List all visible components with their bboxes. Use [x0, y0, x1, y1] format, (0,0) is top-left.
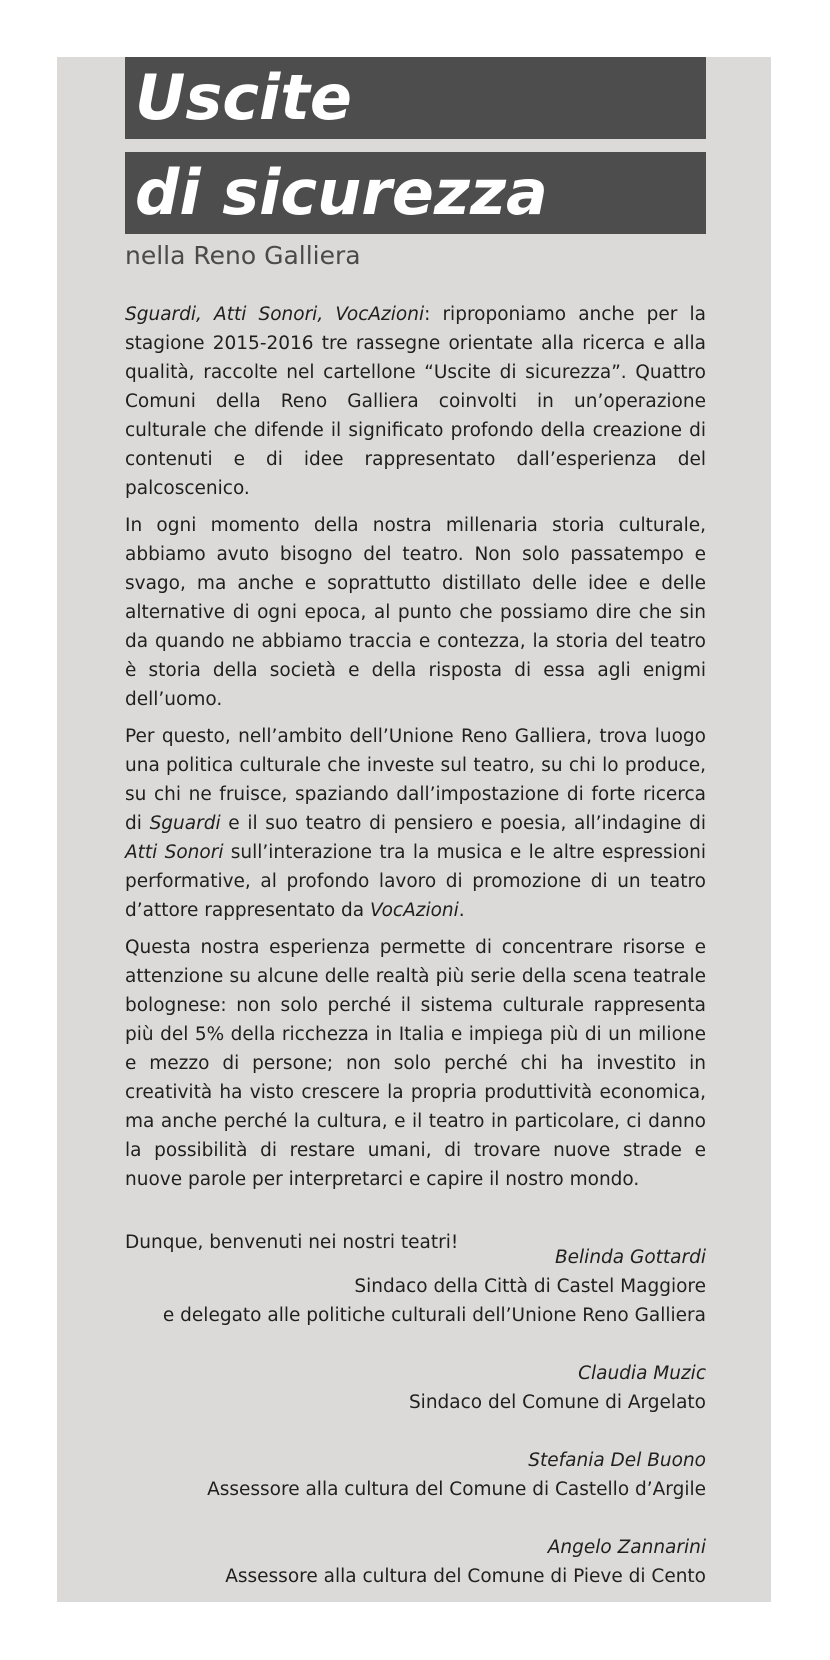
signature-name: Belinda Gottardi — [554, 1247, 706, 1268]
title-line-2: di sicurezza — [135, 156, 548, 229]
signature-role: Sindaco della Città di Castel Maggiore — [354, 1276, 706, 1297]
paragraph-3 — [125, 722, 706, 925]
paragraph-3-em-sguardi: Sguardi — [149, 813, 221, 834]
signature-muzic — [125, 1359, 706, 1417]
signatures-block — [125, 1243, 706, 1591]
paragraph-3-text-b: e il suo teatro di pensiero e poesia, all’indagine di — [220, 813, 706, 834]
paragraph-4: Questa nostra esperienza permette di concentrare risorse e attenzione su alcune delle realtà più serie della scena teatrale bolognese: non solo perché il sistema culturale rappresenta più del 5% della ricchezza in Italia e impiega più di un milione e mezzo di persone; non solo perché chi ha investito in creatività ha visto crescere la propria produttività economica, ma anche perché la cultura, e il teatro in particolare, ci danno la possibilità di restare umani, di trovare nuove strade e nuove parole per interpretarci e capire il nostro mondo. — [125, 937, 706, 1190]
signature-name: Claudia Muzic — [578, 1363, 706, 1384]
body-text — [125, 300, 706, 1265]
paragraph-2: In ogni momento della nostra millenaria storia culturale, abbiamo avuto bisogno del teatro. Non solo passatempo e svago, ma anche e soprattutto distillato delle idee e delle alternative di ogni epoca, al punto che possiamo dire che sin da quando ne abbiamo traccia e contezza, la storia del teatro è storia della società e della risposta di essa agli enigmi dell’uomo. — [125, 515, 706, 710]
signature-gottardi — [125, 1243, 706, 1330]
signature-role: Sindaco del Comune di Argelato — [408, 1392, 706, 1413]
paragraph-3-text-d: . — [458, 900, 465, 921]
title-line-1: Uscite — [135, 61, 352, 134]
paragraph-1-text: : riproponiamo anche per la stagione 2015-2016 tre rassegne orientate alla ricerca e alla qualità, raccolte nel cartellone “Uscite di sicurezza”. Quattro Comuni della Reno Galliera coinvolti in un’operazione culturale che difende il significato profondo della creazione di contenuti e di idee rappresentato dall’esperienza del palcoscenico. — [125, 304, 706, 499]
signature-del-buono — [125, 1446, 706, 1504]
signature-zannarini — [125, 1533, 706, 1591]
paragraph-3-em-vocazioni: VocAzioni — [370, 900, 459, 921]
signature-role: Assessore alla cultura del Comune di Pieve di Cento — [225, 1566, 706, 1587]
paragraph-1 — [125, 300, 706, 503]
paragraph-3-text-c: sull’interazione tra la musica e le altre espressioni performative, al profondo lavoro di promozione di un teatro d’attore rappresentato da — [125, 842, 706, 921]
closing-line: Dunque, benvenuti nei nostri teatri! — [125, 1232, 459, 1253]
subtitle: nella Reno Galliera — [125, 241, 361, 270]
signature-role: Assessore alla cultura del Comune di Castello d’Argile — [207, 1479, 706, 1500]
signature-name: Stefania Del Buono — [528, 1450, 706, 1471]
signature-name: Angelo Zannarini — [547, 1537, 706, 1558]
paragraph-3-em-atti-sonori: Atti Sonori — [125, 842, 224, 863]
paragraph-1-series-names: Sguardi, Atti Sonori, VocAzioni — [125, 304, 425, 325]
signature-role: e delegato alle politiche culturali dell’Unione Reno Galliera — [162, 1305, 706, 1326]
paragraph-3-text-a: Per questo, nell’ambito dell’Unione Reno Galliera, trova luogo una politica culturale che investe sul teatro, su chi lo produce, su chi ne fruisce, spaziando dall’impostazione di forte ricerca di — [125, 726, 706, 834]
